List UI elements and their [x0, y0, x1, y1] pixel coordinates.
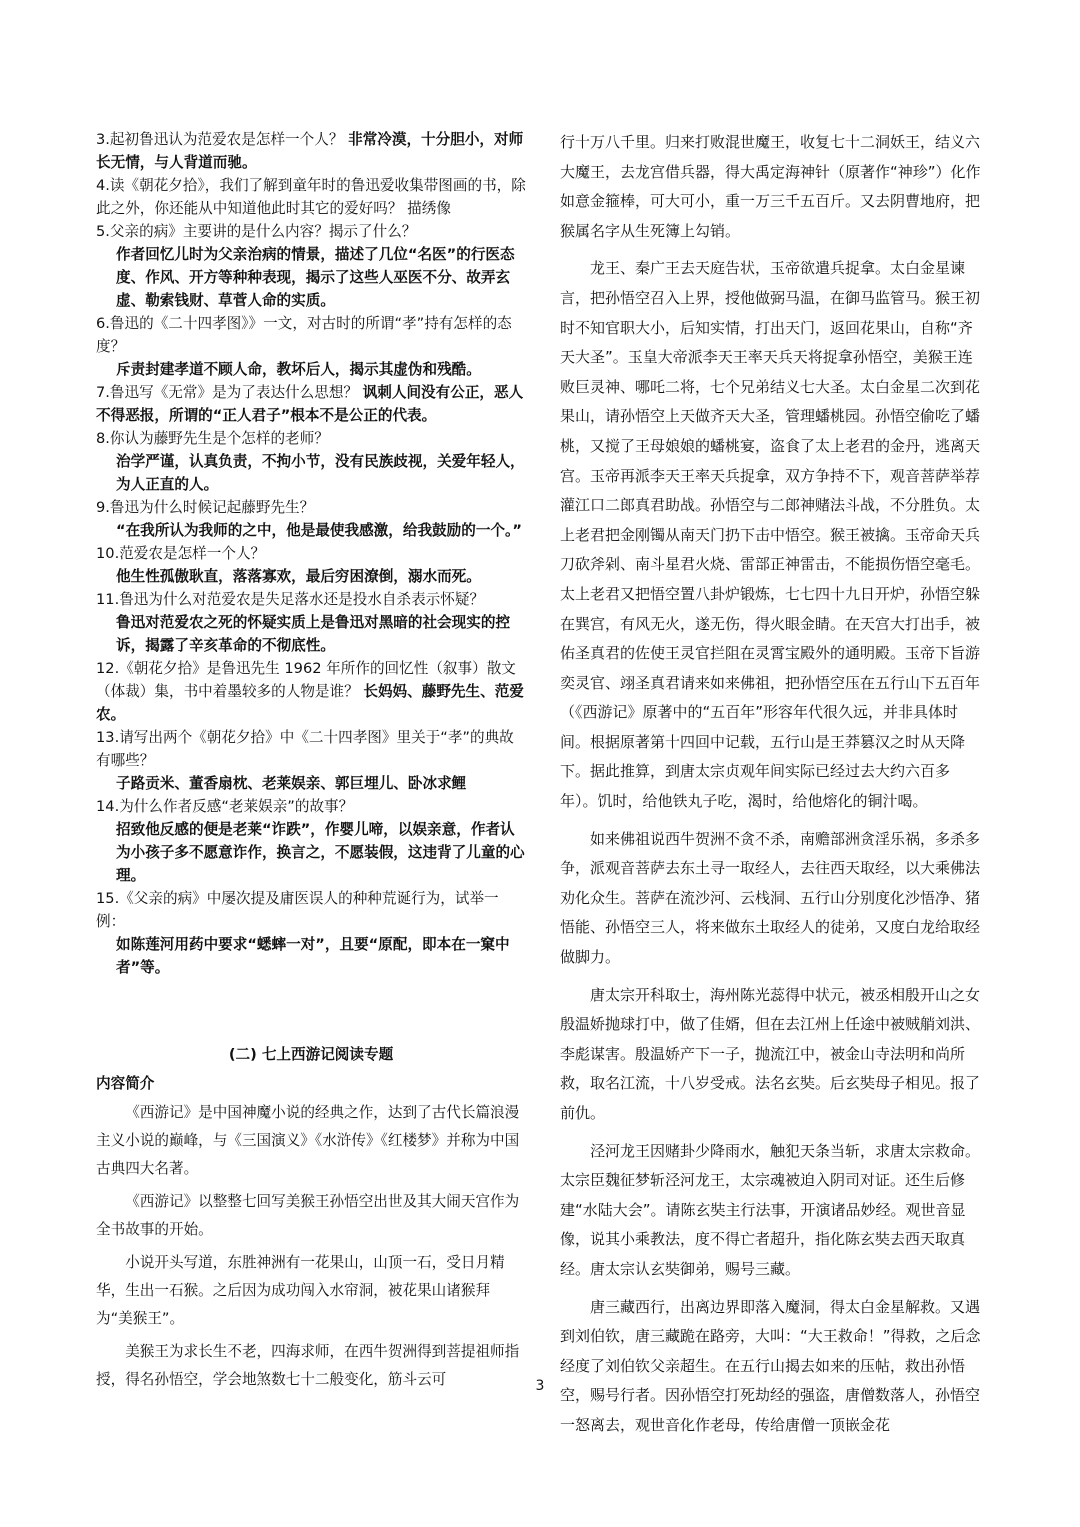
answer-5: 作者回忆儿时为父亲治病的情景，描述了几位“名医”的行医态度、作风、开方等种种表现，揭示了这些人巫医不分、故弄玄虚、勒索钱财、草菅人命的实质。	[116, 246, 515, 309]
question-8: 8.你认为藤野先生是个怎样的老师？	[96, 430, 329, 447]
story-paragraph: 行十万八千里。归来打败混世魔王，收复七十二洞妖王，结义六大魔王，去龙宫借兵器，得大禹定海神针（原著作“神珍”）化作如意金箍棒，可大可小，重一万三千五百斤。又去阴曹地府，把猴属名字从生死簿上勾销。	[560, 133, 981, 240]
question-6: 6.鲁迅的《二十四孝图》》一文，对古时的所谓“孝”持有怎样的态度？	[96, 315, 512, 355]
summary-paragraph: 《西游记》是中国神魔小说的经典之作，达到了古代长篇浪漫主义小说的巅峰，与《三国演义》《水浒传》《红楼梦》并称为中国古典四大名著。	[96, 1104, 520, 1177]
section-title: (二) 七上西游记阅读专题	[228, 1046, 394, 1063]
question-14: 14.为什么作者反感“老莱娱亲”的故事？	[96, 798, 354, 815]
summary-paragraph: 《西游记》以整整七回写美猴王孙悟空出世及其大闹天宫作为全书故事的开始。	[96, 1193, 520, 1238]
question-4: 4.读《朝花夕拾》，我们了解到童年时的鲁迅爱收集带图画的书，除此之外，你还能从中知道他此时其它的爱好吗？ 描绣像	[96, 177, 526, 217]
story-paragraph: 泾河龙王因赌卦少降雨水，触犯天条当斩，求唐太宗救命。太宗臣魏征梦斩泾河龙王，太宗魂被迫入阴司对证。还生后修建“水陆大会”。请陈玄奘主行法事，开演诸品妙经。观世音显像，说其小乘教法，度不得亡者超升，指化陈玄奘去西天取真经。唐太宗认玄奘御弟，赐号三藏。	[560, 1141, 981, 1278]
answer-15: 如陈莲河用药中要求“蟋蟀一对”，且要“原配，即本在一窠中者”等。	[116, 936, 510, 976]
question-11: 11.鲁迅为什么对范爱农是失足落水还是投水自杀表示怀疑？	[96, 591, 485, 608]
question-9: 9.鲁迅为什么时候记起藤野先生？	[96, 499, 315, 516]
answer-14: 招致他反感的便是老莱“诈跌”，作婴儿啼，以娱亲意，作者认为小孩子多不愿意诈作，换言之，不愿装假，这违背了儿童的心理。	[116, 821, 525, 884]
content-summary-heading: 内容简介	[96, 1075, 155, 1092]
answer-3: 非常冷漠，十分胆小，对师长无情，与人背道而驰。	[96, 131, 524, 171]
question-12: 12.《朝花夕拾》是鲁迅先生 1962 年所作的回忆性（叙事）散文（体裁）集，书中着墨较多的人物是谁？ 长妈妈、藤野先生、范爱农。	[96, 660, 524, 723]
answer-6: 斥责封建孝道不顾人命，教坏后人，揭示其虚伪和残酷。	[116, 361, 481, 378]
answer-11: 鲁迅对范爱农之死的怀疑实质上是鲁迅对黑暗的社会现实的控诉，揭露了辛亥革命的不彻底性。	[116, 614, 511, 654]
answer-12: 长妈妈、藤野先生、范爱农。	[96, 683, 524, 723]
right-column	[560, 128, 985, 1449]
question-13: 13.请写出两个《朝花夕拾》中《二十四孝图》里关于“孝”的典故有哪些？	[96, 729, 514, 769]
story-paragraph: 唐太宗开科取士，海州陈光蕊得中状元，被丞相殷开山之女殷温娇抛球打中，做了佳婿，但在去江州上任途中被贼艄刘洪、李彪谋害。殷温娇产下一子，抛流江中，被金山寺法明和尚所救，取名江流，十八岁受戒。法名玄奘。后玄奘母子相见。报了前仇。	[560, 985, 981, 1122]
story-paragraph: 唐三藏西行，出离边界即落入魔洞，得太白金星解救。又遇到刘伯钦，唐三藏跪在路旁，大叫：“大王救命！”得救，之后念经度了刘伯钦父亲超生。在五行山揭去如来的压帖，救出孙悟空，赐号行者。因孙悟空打死劫经的强盗，唐僧数落人，孙悟空一怒离去，观世音化作老母，传给唐僧一顶嵌金花	[560, 1297, 981, 1434]
page-number: 3	[535, 1378, 545, 1394]
story-paragraph: 龙王、秦广王去天庭告状，玉帝欲遣兵捉拿。太白金星谏言，把孙悟空召入上界，授他做弼马温，在御马监管马。猴王初时不知官职大小，后知实情，打出天门，返回花果山，自称“齐天大圣”。玉皇大帝派李天王率天兵天将捉拿孙悟空，美猴王连败巨灵神、哪吒二将，七个兄弟结义七大圣。太白金星二次到花果山，请孙悟空上天做齐天大圣，管理蟠桃园。孙悟空偷吃了蟠桃，又搅了王母娘娘的蟠桃宴，盗食了太上老君的金丹，逃离天宫。玉帝再派李天王率天兵捉拿，双方争持不下，观音菩萨举荐灌江口二郎真君助战。孙悟空与二郎神赌法斗战，不分胜负。太上老君把金刚镯从南天门扔下击中悟空。猴王被擒。玉帝命天兵刀砍斧剁、南斗星君火烧、雷部正神雷击，不能损伤悟空毫毛。太上老君又把悟空置八卦炉锻炼，七七四十九日开炉，孙悟空躲在巽宫，有风无火，遂无伤，得火眼金睛。在天宫大打出手，被佑圣真君的佐使王灵官拦阻在灵霄宝殿外的通明殿。玉帝下旨游奕灵官、翊圣真君请来如来佛祖，把孙悟空压在五行山下五百年（《西游记》原著中的“五百年”形容年代很久远，并非具体时间。根据原著第十四回中记载，五行山是王莽篡汉之时从天降下。据此推算，到唐太宗贞观年间实际已经过去大约六百多年）。饥时，给他铁丸子吃，渴时，给他熔化的铜汁喝。	[560, 259, 981, 811]
answer-9: “在我所认为我师的之中，他是最使我感激，给我鼓励的一个。”	[116, 522, 522, 539]
summary-paragraph: 美猴王为求长生不老，四海求师，在西牛贺洲得到菩提祖师指授，得名孙悟空，学会地煞数七十二般变化，筋斗云可	[96, 1343, 520, 1388]
answer-4: 描绣像	[407, 200, 451, 217]
question-3: 3.起初鲁迅认为范爱农是怎样一个人？ 非常冷漠，十分胆小，对师长无情，与人背道而驰。	[96, 131, 524, 171]
story-paragraph: 如来佛祖说西牛贺洲不贪不杀，南赡部洲贪淫乐祸，多杀多争，派观音菩萨去东土寻一取经人，去往西天取经，以大乘佛法劝化众生。菩萨在流沙河、云栈洞、五行山分别度化沙悟净、猪悟能、孙悟空三人，将来做东土取经人的徒弟，又度白龙给取经做脚力。	[560, 829, 981, 967]
answer-10: 他生性孤傲耿直，落落寡欢，最后穷困潦倒，溺水而死。	[116, 568, 481, 585]
question-7: 7.鲁迅写《无常》是为了表达什么思想？ 讽刺人间没有公正，恶人不得恶报，所谓的“正人君子”根本不是公正的代表。	[96, 384, 524, 424]
question-list	[96, 128, 526, 979]
answer-13: 子路贡米、董香扇枕、老莱娱亲、郭巨埋儿、卧冰求鲤	[116, 775, 467, 792]
summary-paragraph: 小说开头写道，东胜神洲有一花果山，山顶一石，受日月精华，生出一石猴。之后因为成功闯入水帘洞，被花果山诸猴拜为“美猴王”。	[96, 1254, 505, 1327]
answer-8: 治学严谨，认真负责，不拘小节，没有民族歧视，关爱年轻人，为人正直的人。	[116, 453, 525, 493]
answer-7: 讽刺人间没有公正，恶人不得恶报，所谓的“正人君子”根本不是公正的代表。	[96, 384, 524, 424]
left-column	[96, 128, 526, 1399]
question-10: 10.范爱农是怎样一个人？	[96, 545, 266, 562]
question-5: 5.父亲的病》主要讲的是什么内容？揭示了什么？	[96, 223, 417, 240]
question-15: 15.《父亲的病》中屡次提及庸医误人的种种荒诞行为，试举一例：	[96, 890, 499, 930]
